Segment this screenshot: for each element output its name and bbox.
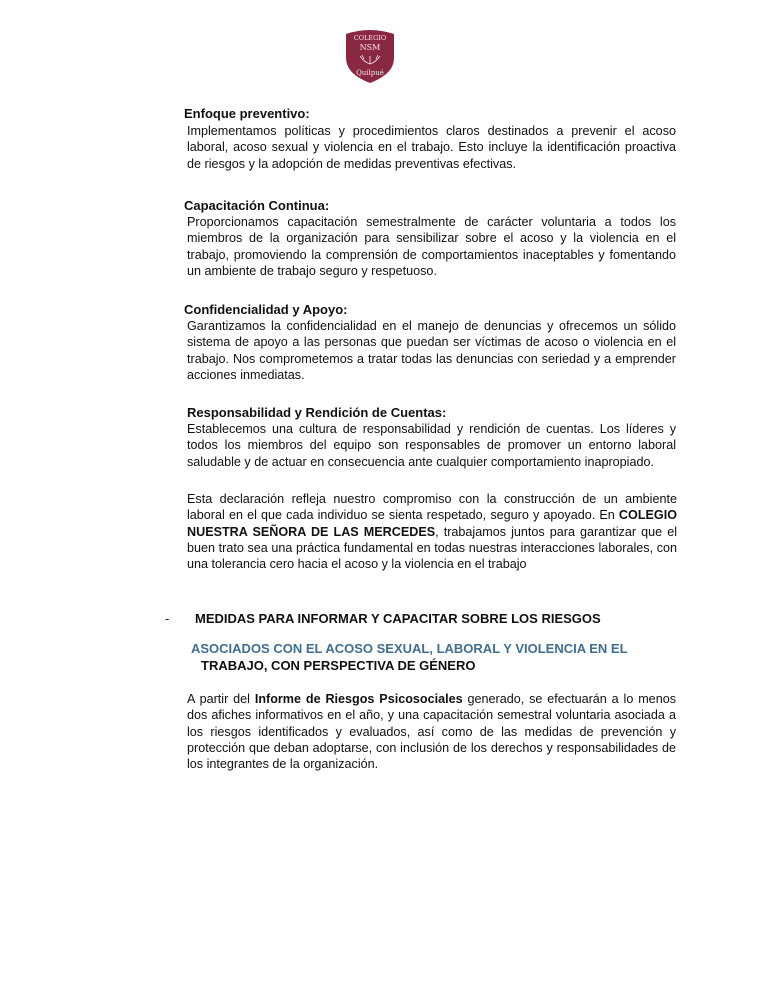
measures-body-after: generado, se efectuarán a lo menos dos afiches informativos en el año, y una capacitación semestral voluntaria asociada a los riesgos identificados y evaluados, así como de las medidas de prevención y protección que deban adoptarse, con inclusión de los derechos y responsabilidades de los integrantes de la organización. (187, 692, 676, 772)
section-body-capacitacion-continua: Proporcionamos capacitación semestralmente de carácter voluntaria a todos los miembros de la organización para sensibilizar sobre el acoso y la violencia en el trabajo, promoviendo la comprensión de comportamientos inaceptables y fomentando un ambiente de trabajo seguro y respetuoso. (187, 215, 676, 278)
declaration-paragraph (187, 491, 677, 572)
section-body-responsabilidad: Establecemos una cultura de responsabilidad y rendición de cuentas. Los líderes y todos los miembros del equipo son responsables de promover un entorno laboral saludable y de actuar en consecuencia ante cualquier comportamiento inapropiado. (187, 422, 676, 469)
measures-body-bold: Informe de Riesgos Psicosociales (254, 692, 463, 706)
declaration-text-before: Esta declaración refleja nuestro compromiso con la construcción de un ambiente laboral en el que cada individuo se sienta respetado, seguro y apoyado. En (187, 492, 677, 523)
section-body-confidencialidad: Garantizamos la confidencialidad en el manejo de denuncias y ofrecemos un sólido sistema de apoyo a las personas que puedan ser víctimas de acoso o violencia en el trabajo. Nos comprometemos a tratar todas las denuncias con seriedad y a emprender acciones inmediatas. (187, 319, 676, 382)
section-heading-capacitacion-continua: Capacitación Continua: (184, 198, 330, 213)
measures-body (187, 691, 676, 772)
crest-line1: COLEGIO (353, 34, 387, 42)
section-heading-enfoque-preventivo: Enfoque preventivo: (184, 106, 310, 121)
crest-line2: NSM (359, 43, 381, 52)
list-bullet: - (165, 611, 170, 626)
school-name: COLEGIO NUESTRA SEÑORA DE LAS MERCEDES (187, 508, 677, 539)
crest-line3: Quilpué (356, 69, 384, 77)
section-body-enfoque-preventivo: Implementamos políticas y procedimientos claros destinados a prevenir el acoso laboral, acoso sexual y violencia en el trabajo. Esto incluye la identificación proactiva de riesgos y la adopción de medidas preventivas efectivas. (187, 124, 676, 171)
measures-title-line2: ASOCIADOS CON EL ACOSO SEXUAL, LABORAL Y VIOLENCIA EN EL (191, 641, 628, 656)
measures-title-line1: MEDIDAS PARA INFORMAR Y CAPACITAR SOBRE LOS RIESGOS (195, 611, 601, 626)
section-heading-confidencialidad: Confidencialidad y Apoyo: (184, 302, 348, 317)
measures-title-line3: TRABAJO, CON PERSPECTIVA DE GÉNERO (201, 658, 476, 673)
declaration-text-after: , trabajamos juntos para garantizar que el buen trato sea una práctica fundamental en todas nuestras interacciones laborales, con una tolerancia cero hacia el acoso y la violencia en el trabajo (187, 524, 677, 572)
school-crest-logo (342, 26, 398, 84)
measures-body-before: A partir del (187, 692, 255, 706)
section-heading-responsabilidad: Responsabilidad y Rendición de Cuentas: (187, 405, 447, 420)
